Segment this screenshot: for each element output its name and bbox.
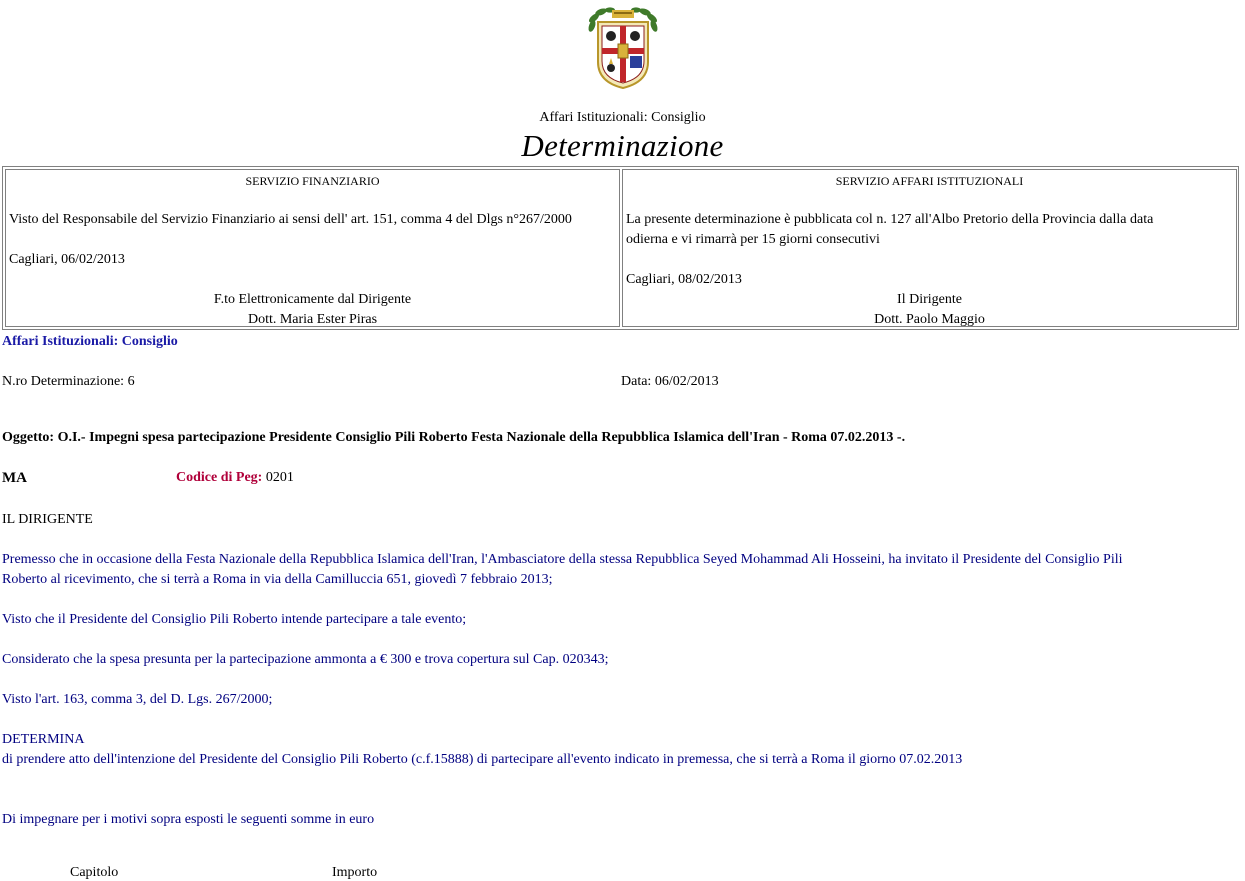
financial-visto-text: Visto del Responsabile del Servizio Finanziario ai sensi dell' art. 151, comma 4 del Dlgs n°267/2000 <box>9 212 572 227</box>
column-header-capitolo: Capitolo <box>70 865 119 880</box>
financial-service-cell <box>5 169 620 327</box>
dirigente-heading: IL DIRIGENTE <box>2 512 93 527</box>
determination-date: Data: 06/02/2013 <box>621 374 719 389</box>
determina-heading: DETERMINA <box>2 732 85 747</box>
peg-code-value: 0201 <box>265 470 294 485</box>
initials: MA <box>2 470 27 486</box>
premesso-paragraph-line2: Roberto al ricevimento, che si terrà a Roma in via della Camilluccia 651, giovedì 7 febbraio 2013; <box>2 572 553 587</box>
peg-code-label: Codice di Peg: <box>176 470 263 485</box>
provincia-coat-of-arms-icon <box>584 4 662 90</box>
office-heading: Affari Istituzionali: Consiglio <box>539 110 706 125</box>
institutional-service-title: SERVIZIO AFFARI ISTITUZIONALI <box>835 174 1024 188</box>
signature-table <box>2 166 1239 330</box>
financial-signed-by: F.to Elettronicamente dal Dirigente <box>213 292 412 307</box>
visto-paragraph: Visto che il Presidente del Consiglio Pili Roberto intende partecipare a tale evento; <box>2 612 467 627</box>
prendere-atto-paragraph: di prendere atto dell'intenzione del Presidente del Consiglio Pili Roberto (c.f.15888) di partecipare all'evento indicato in premessa, che si terrà a Roma il giorno 07.02.2013 <box>2 752 963 767</box>
subject-line: Oggetto: O.I.- Impegni spesa partecipazione Presidente Consiglio Pili Roberto Festa Nazionale della Repubblica Islamica dell'Iran - Roma 07.02.2013 -. <box>2 430 906 445</box>
considerato-paragraph: Considerato che la spesa presunta per la partecipazione ammonta a € 300 e trova copertura sul Cap. 020343; <box>2 652 609 667</box>
document-type-title: Determinazione <box>521 128 724 163</box>
determination-number: N.ro Determinazione: 6 <box>2 374 135 389</box>
institutional-signer-name: Dott. Paolo Maggio <box>874 312 985 327</box>
institutional-service-cell <box>622 169 1237 327</box>
financial-place-date: Cagliari, 06/02/2013 <box>9 252 125 267</box>
institutional-place-date: Cagliari, 08/02/2013 <box>626 272 742 287</box>
visto-art-paragraph: Visto l'art. 163, comma 3, del D. Lgs. 267/2000; <box>2 692 273 707</box>
column-header-importo: Importo <box>332 865 378 880</box>
impegnare-paragraph: Di impegnare per i motivi sopra esposti le seguenti somme in euro <box>2 812 375 827</box>
financial-service-title: SERVIZIO FINANZIARIO <box>245 174 380 188</box>
financial-signer-name: Dott. Maria Ester Piras <box>247 312 378 327</box>
institutional-publication-line1: La presente determinazione è pubblicata col n. 127 all'Albo Pretorio della Provincia dalla data <box>626 212 1154 227</box>
department-link[interactable]: Affari Istituzionali: Consiglio <box>2 334 178 349</box>
premesso-paragraph-line1: Premesso che in occasione della Festa Nazionale della Repubblica Islamica dell'Iran, l'Ambasciatore della stessa Repubblica Seyed Mohammad Ali Hosseini, ha invitato il Presidente del Consiglio Pili <box>2 552 1123 567</box>
institutional-signer-role: Il Dirigente <box>897 292 962 307</box>
institutional-publication-line2: odierna e vi rimarrà per 15 giorni consecutivi <box>626 232 880 247</box>
